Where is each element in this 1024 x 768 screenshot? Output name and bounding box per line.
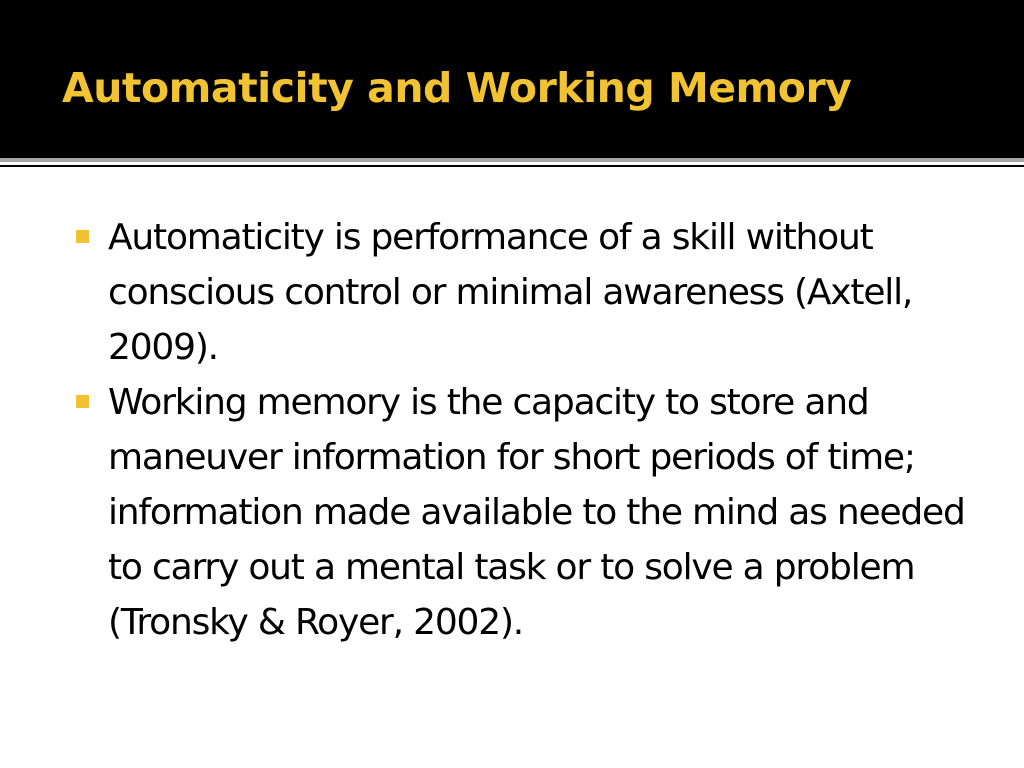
title-divider-line [0,165,1024,167]
bullet-item [76,375,976,650]
bullet-item [76,210,976,375]
square-bullet-icon [76,395,89,408]
square-bullet-icon [76,230,89,243]
bullet-text: Working memory is the capacity to store and maneuver information for short periods of time; information made available to the mind as needed to carry out a mental task or to solve a problem (Tronsky & Royer, 2002). [108,382,965,643]
bullet-text: Automaticity is performance of a skill without conscious control or minimal awareness (Axtell, 2009). [108,217,913,368]
slide-title: Automaticity and Working Memory [62,64,852,112]
bullet-list [76,210,976,650]
